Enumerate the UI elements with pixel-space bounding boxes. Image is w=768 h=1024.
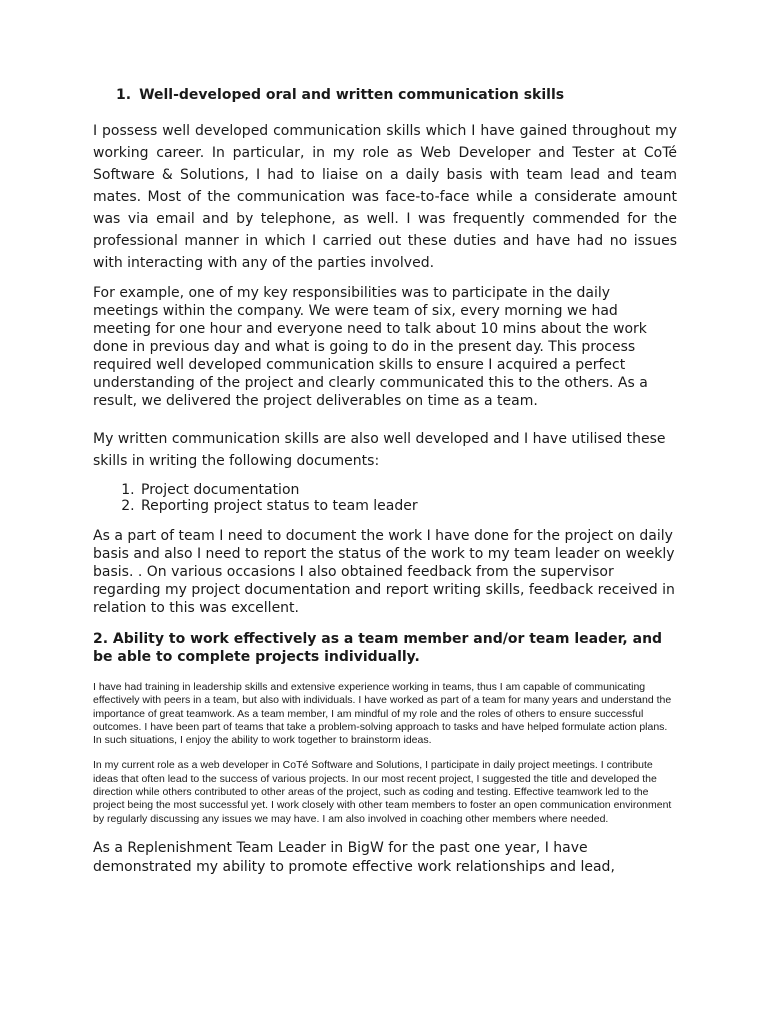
documents-list (93, 482, 677, 514)
list-item: 1. Project documentation (139, 482, 677, 498)
section-1-paragraph-2: For example, one of my key responsibilities was to participate in the daily meetings within the company. We were team of six, every morning we had meeting for one hour and everyone need to talk about 10 mins about the work done in previous day and what is going to do in the present day. This process required well developed communication skills to ensure I acquired a perfect understanding of the project and clearly communicated this to the others. As a result, we delivered the project deliverables on time as a team. (93, 285, 648, 409)
list-item: 2. Reporting project status to team leader (139, 498, 677, 514)
section-1-paragraph-4: As a part of team I need to document the work I have done for the project on daily basis and also I need to report the status of the work to my team leader on weekly basis. . On various occasions I also obtained feedback from the supervisor regarding my project documentation and report writing skills, feedback received in relation to this was excellent. (93, 528, 675, 616)
section-2-paragraph-3: As a Replenishment Team Leader in BigW for the past one year, I have demonstrated my ability to promote effective work relationships and lead, (93, 839, 615, 875)
section-1-number: 1. (116, 87, 132, 103)
section-1-heading (116, 84, 677, 106)
document-page (93, 84, 677, 877)
section-2-heading: 2. Ability to work effectively as a team member and/or team leader, and be able to complete projects individually. (93, 631, 663, 665)
section-1-heading-text: Well-developed oral and written communication skills (139, 87, 565, 103)
section-1-paragraph-1: I possess well developed communication skills which I have gained throughout my working career. In particular, in my role as Web Developer and Tester at CoTé Software & Solutions, I had to liaise on a daily basis with team lead and team mates. Most of the communication was face-to-face while a considerate amount was via email and by telephone, as well. I was frequently commended for the professional manner in which I carried out these duties and have had no issues with interacting with any of the parties involved. (93, 123, 677, 271)
section-1-paragraph-3: My written communication skills are also well developed and I have utilised these skills in writing the following documents: (93, 431, 666, 469)
section-2-paragraph-1: I have had training in leadership skills and extensive experience working in teams, thus I am capable of communicating effectively with peers in a team, but also with individuals. I have worked as part of a team for many years and understand the importance of great teamwork. As a team member, I am mindful of my role and the roles of others to ensure successful outcomes. I have been part of teams that take a problem-solving approach to tasks and have helped formulate action plans. In such situations, I enjoy the ability to work together to brainstorm ideas. (93, 681, 672, 747)
section-2-paragraph-2: In my current role as a web developer in CoTé Software and Solutions, I participate in daily project meetings. I contribute ideas that often lead to the success of various projects. In our most recent project, I suggested the title and developed the direction while others contributed to other areas of the project, such as coding and testing. Effective teamwork led to the project being the most successful yet. I work closely with other team members to foster an open communication environment by regularly discussing any issues we may have. I am also involved in coaching other members where needed. (93, 759, 672, 825)
